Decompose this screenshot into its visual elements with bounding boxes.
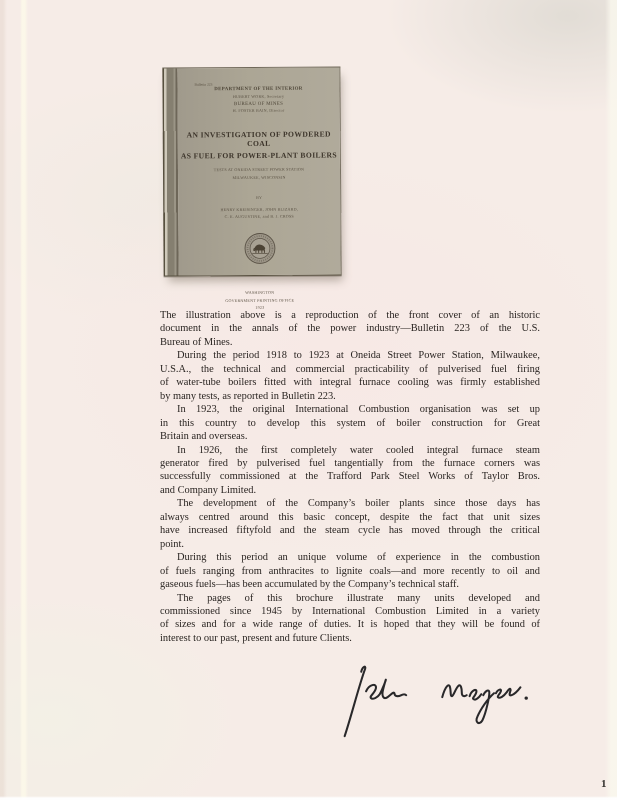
text-line: During this period an unique volume of experience in the combustion xyxy=(177,552,540,564)
cover-bureau-line: BUREAU OF MINES xyxy=(233,101,284,107)
cover-imprint-line1: WASHINGTON xyxy=(245,291,275,296)
text-line: have increased fiftyfold and the steam cycle has moved through the critical xyxy=(160,525,540,537)
cover-subtitle-line2: MILWAUKEE, WISCONSIN xyxy=(232,175,286,180)
text-line: U.S.A., the technical and commercial practicability of pulverised fuel firing xyxy=(160,363,540,375)
text-line: In 1926, the first completely water cooled integral furnace steam xyxy=(177,444,540,456)
text-line: The development of the Company’s boiler plants since those days has xyxy=(177,498,540,510)
paragraph-1 xyxy=(160,309,540,349)
text-line: generator fired by pulverised fuel tangentially from the furnace corners was xyxy=(160,457,540,469)
text-line: always centred around this basic concept, despite the fact that unit sizes xyxy=(160,511,540,523)
paragraph-5 xyxy=(160,497,540,551)
text-line: successfully commissioned at the Trafford Park Steel Works of Taylor Bros. xyxy=(160,471,540,483)
bison-seal-icon xyxy=(243,232,276,265)
page-number: 1 xyxy=(601,778,607,790)
text-line: The pages of this brochure illustrate many units developed and xyxy=(177,592,540,604)
signature-john-mayer xyxy=(330,660,535,745)
paragraph-7 xyxy=(160,592,540,646)
cover-secretary-line: HUBERT WORK, Secretary xyxy=(232,94,285,99)
text-line: document in the annals of the power industry—Bulletin 223 of the U.S. xyxy=(160,323,540,335)
text-line: in this country to develop this system of boiler construction for Great xyxy=(160,417,540,429)
text-line: gaseous fuels—has been accumulated by the Company’s technical staff. xyxy=(160,579,460,591)
cover-title-line2: AS FUEL FOR POWER-PLANT BOILERS xyxy=(180,150,338,161)
cover-authors-line1: HENRY KREISINGER, JOHN BLIZARD, xyxy=(220,207,298,213)
cover-imprint-line2: GOVERNMENT PRINTING OFFICE xyxy=(225,298,295,303)
text-line: commissioned since 1945 by International Combustion Limited in a variety xyxy=(160,605,540,617)
paragraph-3 xyxy=(160,403,540,443)
cover-department-line: DEPARTMENT OF THE INTERIOR xyxy=(214,86,303,92)
text-line: interest to our past, present and future Clients. xyxy=(160,632,352,644)
text-line: The illustration above is a reproduction of the front cover of an historic xyxy=(160,310,540,321)
text-line: of fuels ranging from anthracites to lignite coals—and more recently to oil and xyxy=(160,565,540,577)
text-line: and Company Limited. xyxy=(160,484,257,496)
cover-imprint-line3: 1923 xyxy=(255,305,265,310)
text-line: point. xyxy=(160,538,184,550)
cover-subtitle-line1: TESTS AT ONEIDA STREET POWER STATION xyxy=(213,168,305,173)
text-line: of sizes and for a wide range of duties. It is hoped that they will be found of xyxy=(160,619,540,631)
text-line: Bureau of Mines. xyxy=(160,336,233,348)
text-line: In 1923, the original International Combustion organisation was set up xyxy=(177,404,540,416)
book-cover-photo xyxy=(162,66,341,310)
book-spine xyxy=(162,68,178,275)
text-line: Britain and overseas. xyxy=(160,431,248,443)
cover-title-line1: AN INVESTIGATION OF POWDERED COAL xyxy=(186,129,331,149)
cover-by-label: BY xyxy=(256,195,263,200)
text-line: by many tests, as reported in Bulletin 223. xyxy=(160,390,336,402)
paragraph-6 xyxy=(160,551,540,591)
paragraph-4 xyxy=(160,444,540,498)
cover-bulletin-label: Bulletin 223 xyxy=(194,83,213,87)
cover-director-line: H. FOSTER BAIN, Director xyxy=(232,109,285,114)
book-front-cover xyxy=(177,67,340,310)
body-text xyxy=(160,309,540,645)
text-line: of water-tube boilers fitted with integral furnace cooling was firmly established xyxy=(160,377,540,389)
paragraph-2 xyxy=(160,349,540,403)
seal-container xyxy=(178,232,340,271)
cover-authors-line2: C. E. AUGUSTINE, and B. J. CROSS xyxy=(224,215,294,220)
text-line: During the period 1918 to 1923 at Oneida Street Power Station, Milwaukee, xyxy=(177,350,540,362)
